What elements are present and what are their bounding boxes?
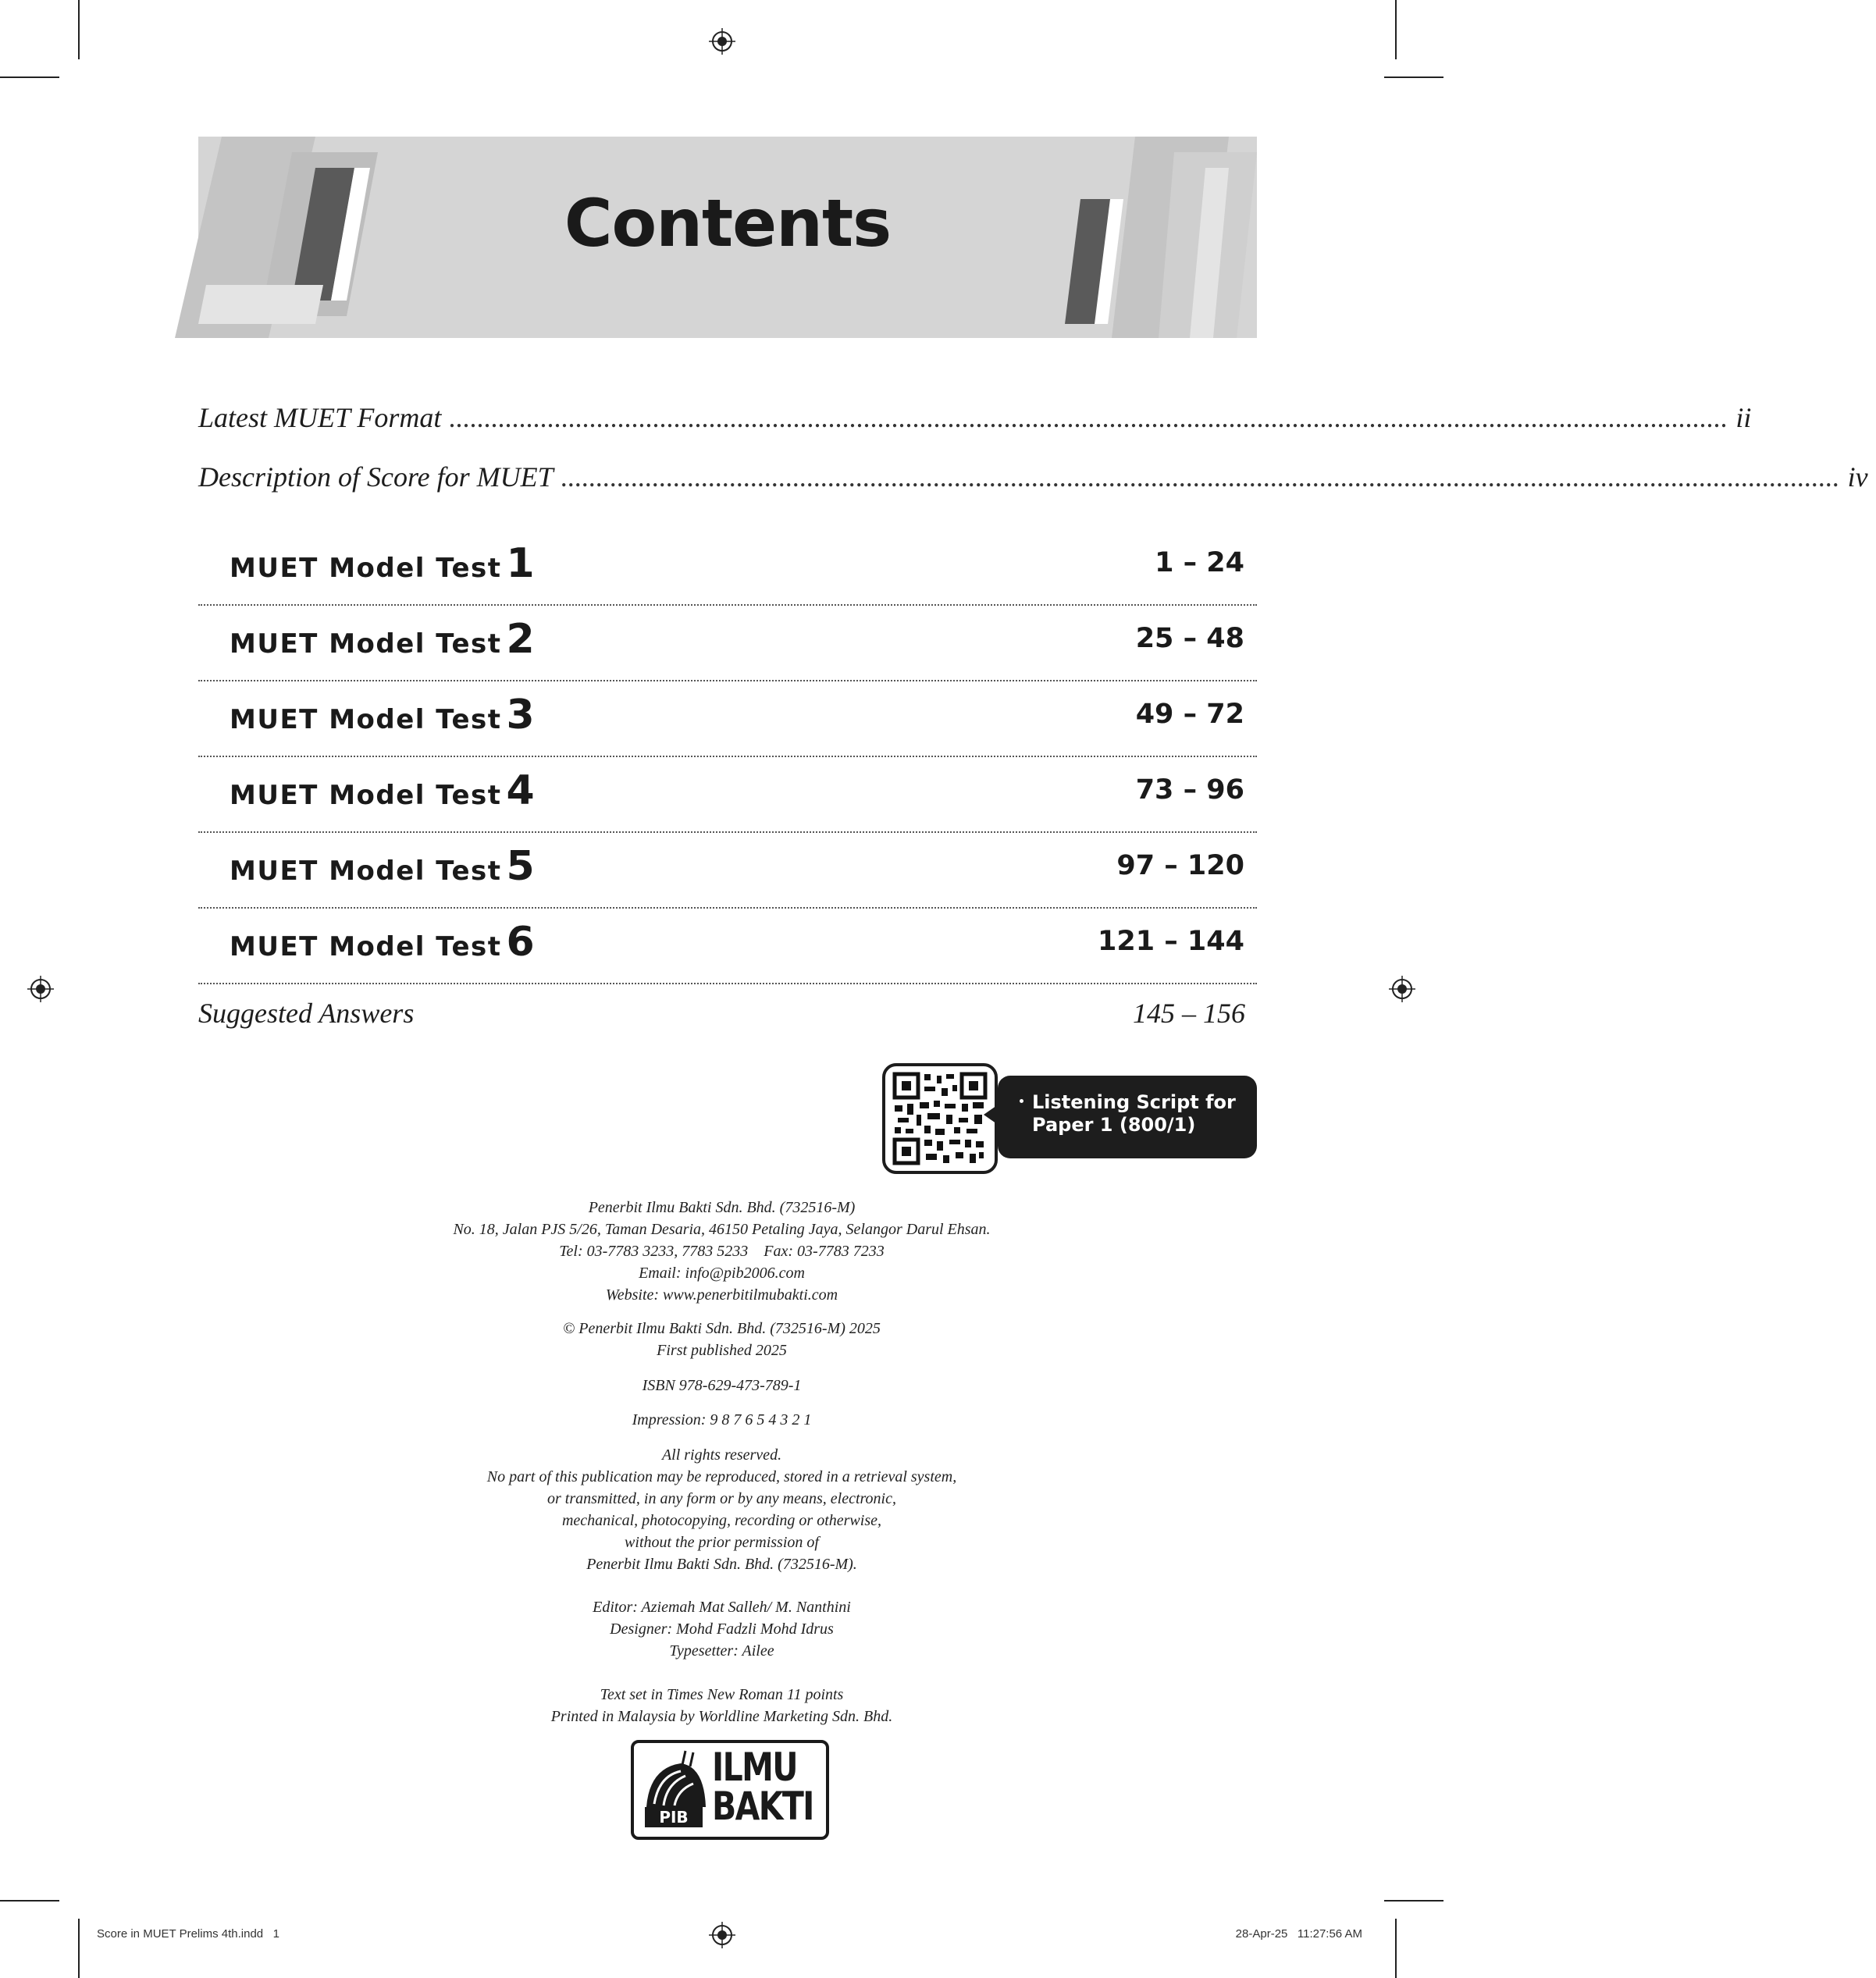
slug-timestamp: 28-Apr-25 11:27:56 AM: [1235, 1927, 1362, 1941]
rights-line: mechanical, photocopying, recording or otherwise,: [561, 1512, 881, 1529]
model-test-title: MUET Model Test 3: [230, 692, 536, 738]
crop-mark: [1384, 1900, 1443, 1902]
copyright-info: [0, 1318, 1443, 1361]
dot-leader: ......................................................................................................................................................................................: [449, 402, 1728, 433]
model-test-number: 3: [506, 692, 536, 738]
model-test-entry[interactable]: [198, 907, 1257, 984]
contents-banner: [198, 137, 1257, 338]
rights-notice: [0, 1444, 1443, 1575]
model-test-number: 2: [506, 616, 536, 663]
model-test-title: MUET Model Test 2: [230, 616, 536, 663]
model-test-entry[interactable]: [198, 528, 1257, 606]
isbn: ISBN 978-629-473-789-1: [642, 1377, 802, 1394]
toc-entry-page: iv: [1847, 461, 1868, 493]
toc-entry[interactable]: [198, 461, 1868, 493]
qr-callout: [998, 1076, 1257, 1158]
publisher-website: Website: www.penerbitilmubakti.com: [605, 1286, 838, 1304]
model-test-entry[interactable]: [198, 756, 1257, 833]
logo-badge: PIB: [645, 1807, 703, 1827]
toc-entry[interactable]: [198, 401, 1752, 434]
logo-text: BAKTI: [712, 1784, 813, 1829]
slug-filename: Score in MUET Prelims 4th.indd 1: [97, 1927, 279, 1941]
model-test-pages: 49 – 72: [1135, 699, 1244, 730]
model-test-title: MUET Model Test 5: [230, 843, 536, 890]
model-test-pages: 121 – 144: [1098, 926, 1244, 957]
printing-info: [0, 1684, 1443, 1727]
crop-mark: [1384, 76, 1443, 78]
registration-mark-icon: [27, 976, 54, 1002]
model-test-entry[interactable]: [198, 680, 1257, 757]
publisher-logo: [631, 1740, 829, 1840]
page-title: Contents: [564, 185, 892, 261]
logo-text: ILMU: [712, 1745, 797, 1790]
credit-designer: Designer: Mohd Fadzli Mohd Idrus: [610, 1620, 834, 1638]
model-test-title: MUET Model Test 6: [230, 919, 536, 966]
crop-mark: [1395, 0, 1397, 59]
toc-entry-answers[interactable]: [198, 997, 1245, 1030]
toc-entry-label: Latest MUET Format: [198, 402, 442, 433]
model-test-number: 6: [506, 919, 536, 966]
rights-line: All rights reserved.: [661, 1446, 782, 1464]
model-test-title: MUET Model Test 4: [230, 767, 536, 814]
model-test-number: 1: [506, 540, 536, 587]
qr-callout-line: Paper 1 (800/1): [1032, 1114, 1196, 1136]
credits: [0, 1596, 1443, 1662]
rights-line: Penerbit Ilmu Bakti Sdn. Bhd. (732516-M).: [586, 1556, 857, 1573]
crop-mark: [78, 0, 80, 59]
model-test-pages: 25 – 48: [1135, 623, 1244, 654]
publisher-address: No. 18, Jalan PJS 5/26, Taman Desaria, 46150 Petaling Jaya, Selangor Darul Ehsan.: [453, 1221, 991, 1238]
rights-line: or transmitted, in any form or by any means, electronic,: [547, 1490, 896, 1507]
toc-entry-page: 145 – 156: [1133, 998, 1245, 1029]
registration-mark-icon: [709, 28, 735, 55]
crop-mark: [78, 1919, 80, 1978]
bullet-icon: [1020, 1099, 1023, 1103]
typeface-note: Text set in Times New Roman 11 points: [600, 1686, 844, 1703]
credit-typesetter: Typesetter: Ailee: [669, 1642, 774, 1660]
model-test-pages: 73 – 96: [1135, 774, 1244, 806]
model-test-pages: 1 – 24: [1155, 547, 1244, 578]
model-test-pages: 97 – 120: [1116, 850, 1244, 881]
model-test-entry[interactable]: [198, 831, 1257, 909]
registration-mark-icon: [1389, 976, 1415, 1002]
qr-code-icon: [885, 1066, 995, 1171]
qr-code[interactable]: [882, 1063, 998, 1174]
crop-mark: [1395, 1919, 1397, 1978]
toc-entry-label: Description of Score for MUET: [198, 461, 554, 493]
toc-entry-label: Suggested Answers: [198, 998, 415, 1029]
first-published: First published 2025: [657, 1342, 787, 1359]
toc-entry-page: ii: [1735, 402, 1752, 433]
printer-note: Printed in Malaysia by Worldline Marketing Sdn. Bhd.: [550, 1708, 893, 1725]
rights-line: No part of this publication may be reproduced, stored in a retrieval system,: [486, 1468, 957, 1485]
dot-leader: ......................................................................................................................................................................................: [561, 461, 1840, 493]
dome-logo-icon: [642, 1749, 709, 1810]
qr-callout-line: Listening Script for: [1032, 1091, 1236, 1113]
model-test-number: 5: [506, 843, 536, 890]
model-test-entry[interactable]: [198, 604, 1257, 681]
model-test-number: 4: [506, 767, 536, 814]
impression: Impression: 9 8 7 6 5 4 3 2 1: [632, 1411, 812, 1428]
publisher-name: Penerbit Ilmu Bakti Sdn. Bhd. (732516-M): [588, 1199, 856, 1216]
registration-mark-icon: [709, 1922, 735, 1948]
copyright-line: © Penerbit Ilmu Bakti Sdn. Bhd. (732516-M) 2025: [563, 1320, 881, 1337]
publisher-info: [0, 1197, 1443, 1306]
model-test-title: MUET Model Test 1: [230, 540, 536, 587]
publisher-email: Email: info@pib2006.com: [639, 1265, 805, 1282]
crop-mark: [0, 1900, 59, 1902]
credit-editor: Editor: Aziemah Mat Salleh/ M. Nanthini: [593, 1599, 851, 1616]
publisher-phone: Tel: 03-7783 3233, 7783 5233 Fax: 03-7783 7233: [559, 1243, 885, 1260]
crop-mark: [0, 76, 59, 78]
rights-line: without the prior permission of: [625, 1534, 819, 1551]
